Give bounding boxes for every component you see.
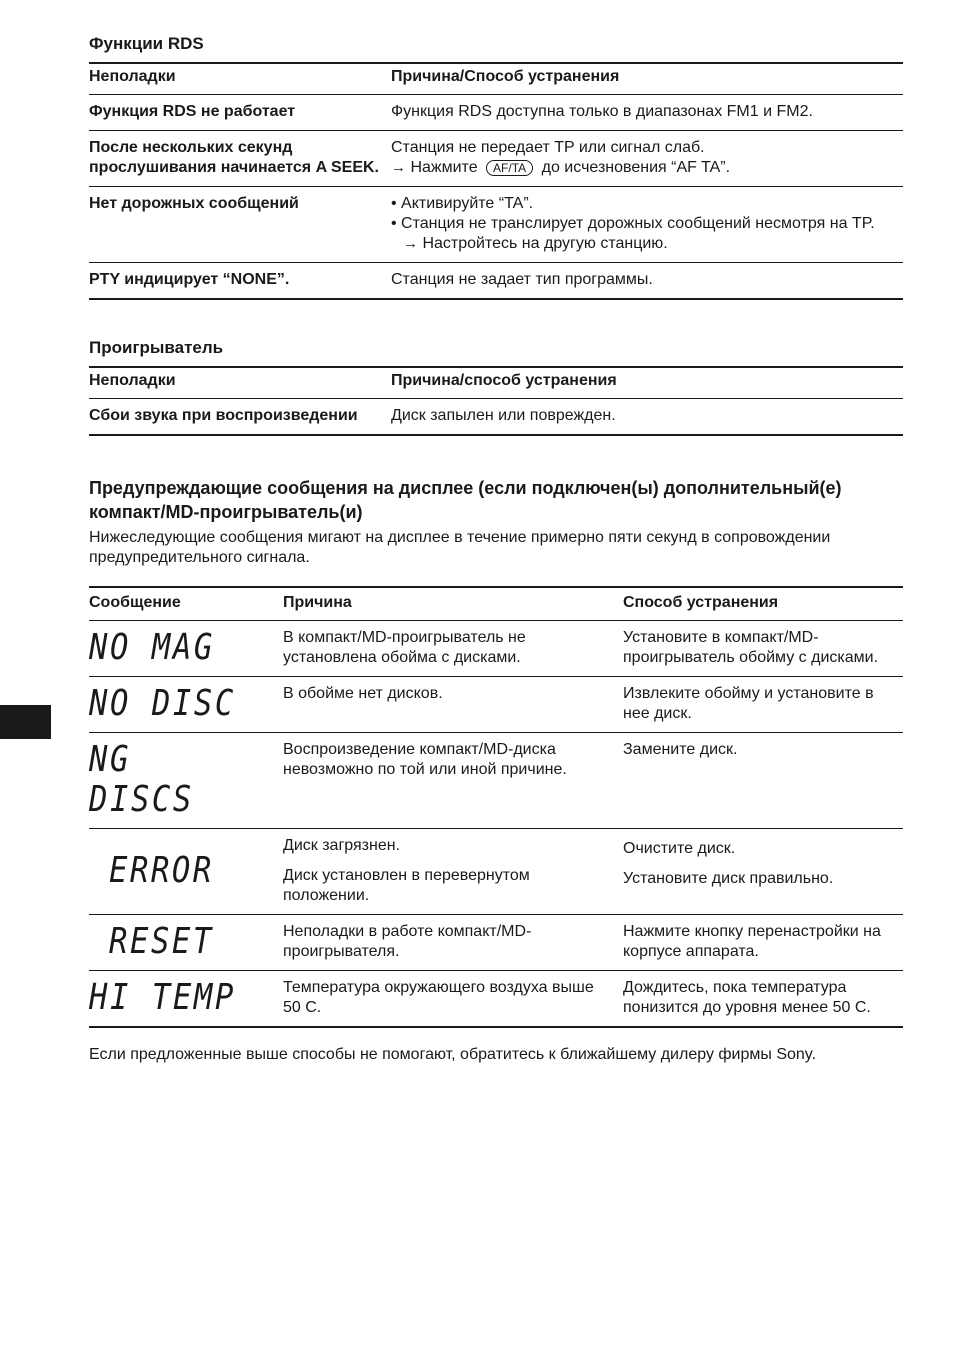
header-solution: Причина/способ устранения — [391, 367, 903, 399]
table-row — [89, 263, 903, 300]
solution-cell: Функция RDS доступна только в диапазонах FM1 и FM2. — [391, 95, 903, 131]
solution-cell — [391, 187, 903, 263]
page-content — [89, 34, 903, 1081]
lcd-message: HI TEMP — [89, 977, 236, 1018]
cause-cell: Температура окружающего воздуха выше 50 C. — [283, 971, 623, 1028]
problem-cell: Функция RDS не работает — [89, 95, 391, 131]
solution-text: до исчезновения “AF TA”. — [541, 159, 731, 176]
header-solution: Причина/Способ устранения — [391, 63, 903, 95]
table-row — [89, 95, 903, 131]
solution-line — [391, 234, 903, 254]
lcd-message: NO MAG — [89, 627, 215, 668]
solution-cell: Диск запылен или поврежден. — [391, 399, 903, 436]
player-section — [89, 338, 903, 436]
fix-cell: Установите в компакт/MD-проигрыватель обойму с дисками. — [623, 621, 903, 677]
rds-table — [89, 62, 903, 300]
player-table — [89, 366, 903, 436]
table-row — [89, 131, 903, 187]
warnings-table — [89, 586, 903, 1028]
fix-line: Очистите диск. — [623, 840, 736, 857]
cause-cell — [283, 829, 623, 915]
solution-cell: Станция не задает тип программы. — [391, 263, 903, 300]
cause-cell: Неполадки в работе компакт/MD-проигрывателя. — [283, 915, 623, 971]
table-row — [89, 829, 903, 915]
solution-cell — [391, 131, 903, 187]
cause-cell: В компакт/MD-проигрыватель не установлена обойма с дисками. — [283, 621, 623, 677]
cause-line: Диск установлен в перевернутом положении. — [283, 867, 530, 904]
header-cause: Причина — [283, 587, 623, 621]
lcd-message: NG DISCS — [89, 739, 194, 820]
solution-text: Нажмите — [410, 159, 478, 176]
table-row — [89, 399, 903, 436]
lcd-message: NO DISC — [89, 683, 236, 724]
player-section-title: Проигрыватель — [89, 338, 224, 357]
message-cell — [89, 733, 283, 829]
arrow-right-icon: → — [391, 159, 406, 176]
lcd-message: RESET — [109, 921, 214, 962]
problem-cell: Нет дорожных сообщений — [89, 187, 391, 263]
message-cell — [89, 677, 283, 733]
table-header-row — [89, 367, 903, 399]
fix-cell: Дождитесь, пока температура понизится до уровня менее 50 C. — [623, 971, 903, 1028]
problem-cell: Сбои звука при воспроизведении — [89, 399, 391, 436]
message-cell — [89, 621, 283, 677]
rds-section — [89, 34, 903, 300]
table-row — [89, 971, 903, 1028]
lcd-message: ERROR — [109, 850, 214, 891]
header-fix: Способ устранения — [623, 587, 903, 621]
cause-cell: Воспроизведение компакт/MD-диска невозможно по той или иной причине. — [283, 733, 623, 829]
table-header-row — [89, 63, 903, 95]
cause-cell: В обойме нет дисков. — [283, 677, 623, 733]
problem-cell: После нескольких секунд прослушивания начинается A SEEK. — [89, 131, 391, 187]
header-problem: Неполадки — [89, 367, 391, 399]
fix-cell — [623, 829, 903, 915]
table-header-row — [89, 587, 903, 621]
fix-line: Установите диск правильно. — [623, 870, 834, 887]
message-cell — [89, 971, 283, 1028]
table-row — [89, 915, 903, 971]
solution-line: Станция не передает TP или сигнал слаб. — [391, 139, 705, 156]
rds-section-title: Функции RDS — [89, 34, 204, 53]
fix-cell: Извлеките обойму и установите в нее диск. — [623, 677, 903, 733]
message-cell — [89, 829, 283, 915]
table-row — [89, 677, 903, 733]
message-cell — [89, 915, 283, 971]
bullet-item: • Станция не транслирует дорожных сообщений несмотря на TP. — [391, 215, 875, 232]
af-ta-key-icon: AF/TA — [486, 160, 533, 176]
header-problem: Неполадки — [89, 63, 391, 95]
table-row — [89, 733, 903, 829]
page-tab-marker — [0, 705, 51, 739]
table-row — [89, 187, 903, 263]
solution-text: Настройтесь на другую станцию. — [422, 235, 668, 252]
bullet-item: • Активируйте “TA”. — [391, 195, 534, 212]
warnings-title: Предупреждающие сообщения на дисплее (если подключен(ы) дополнительный(е) компакт/MD-проигрыватель(и) — [89, 478, 842, 522]
fix-cell: Замените диск. — [623, 733, 903, 829]
table-row — [89, 621, 903, 677]
warnings-section — [89, 476, 903, 1028]
warnings-intro: Нижеследующие сообщения мигают на дисплее в течение примерно пяти секунд в сопровождении предупредительного сигнала. — [89, 529, 831, 566]
solution-line — [391, 158, 903, 178]
footer-note: Если предложенные выше способы не помогают, обратитесь к ближайшему дилеру фирмы Sony. — [89, 1046, 817, 1063]
cause-line: Диск загрязнен. — [283, 837, 401, 854]
problem-cell: PTY индицирует “NONE”. — [89, 263, 391, 300]
header-message: Сообщение — [89, 587, 283, 621]
fix-cell: Нажмите кнопку перенастройки на корпусе аппарата. — [623, 915, 903, 971]
arrow-right-icon: → — [403, 235, 418, 252]
